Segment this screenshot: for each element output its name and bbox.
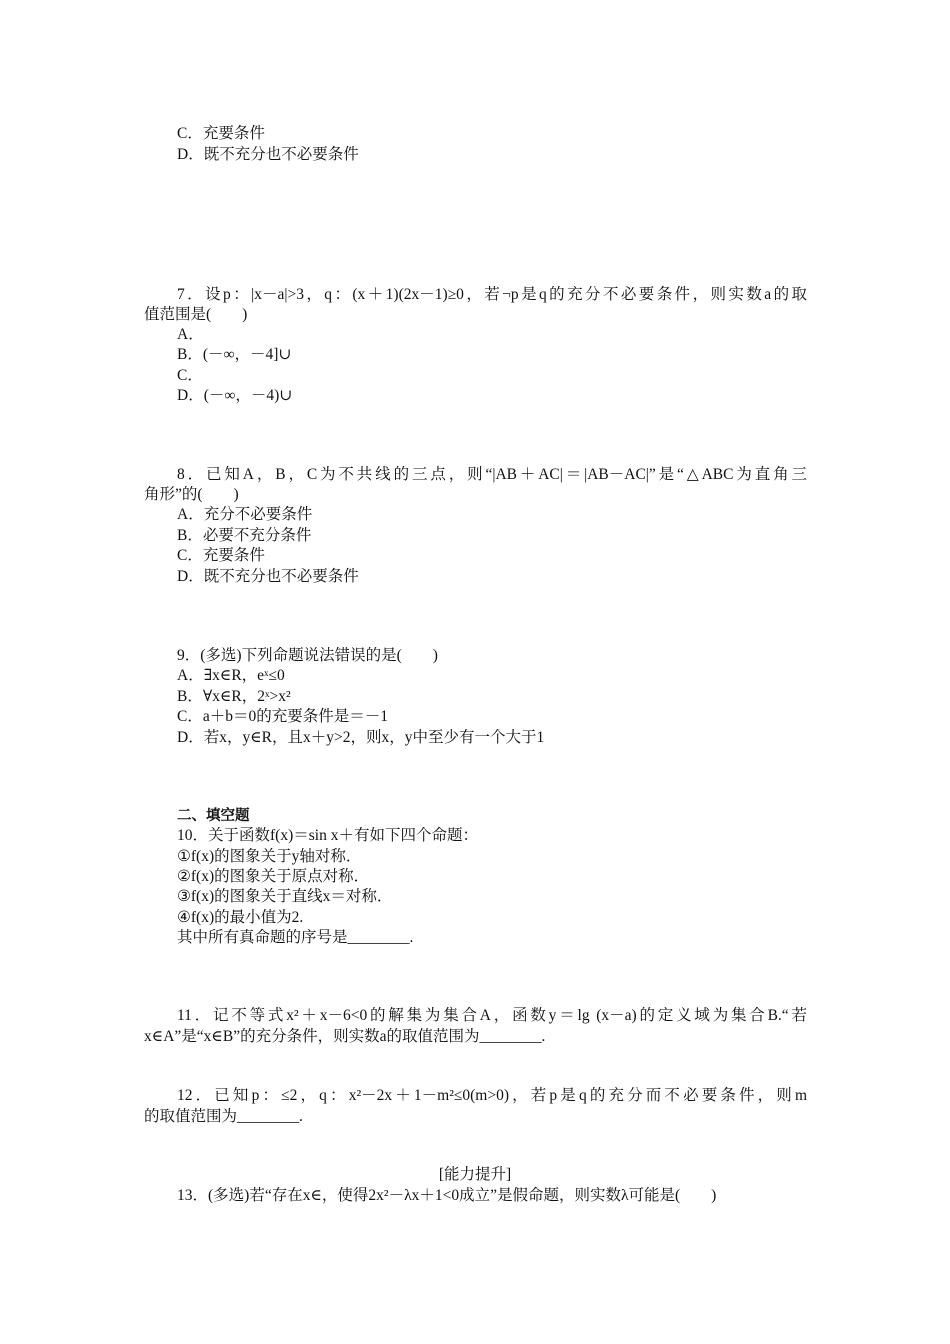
- q12-stem-line1: 12．已知p：≤2，q：x²－2x＋1－m²≤0(m>0)，若p是q的充分而不必要条件，则m: [177, 1087, 807, 1104]
- q13-stem: 13．(多选)若“存在x∈，使得2x²－λx＋1<0成立”是假命题，则实数λ可能是( ): [177, 1187, 717, 1204]
- q10-statement-1: ①f(x)的图象关于y轴对称．: [177, 848, 362, 865]
- q8-stem-line2: 角形”的( ): [144, 486, 239, 503]
- q7-stem-line1: 7．设p：|x－a|>3，q：(x＋1)(2x－1)≥0，若¬p是q的充分不必要条件，则实数a的取: [177, 286, 807, 303]
- q8-option-c: C．充要条件: [177, 547, 265, 564]
- q8-stem-line1: 8．已知A，B，C为不共线的三点，则“|AB＋AC|＝|AB－AC|”是“△ABC为直角三: [177, 466, 807, 483]
- section-heading-ability: [能力提升]: [438, 1166, 512, 1183]
- q7-option-d: D．(－∞，－4)∪: [177, 387, 293, 404]
- q8-option-b: B．必要不充分条件: [177, 527, 312, 544]
- q9-stem: 9．(多选)下列命题说法错误的是( ): [177, 647, 438, 664]
- q8-option-d: D．既不充分也不必要条件: [177, 568, 359, 585]
- q10-statement-4: ④f(x)的最小值为2.: [177, 909, 304, 926]
- q7-option-b: B．(－∞，－4]∪: [177, 346, 292, 363]
- q7-stem-line2: 值范围是( ): [144, 306, 248, 323]
- q11-stem-line1: 11．记不等式x²＋x－6<0的解集为集合A，函数y＝lg (x－a)的定义域为集合B.“若: [177, 1007, 807, 1024]
- section-heading-fill-blank: 二、填空题: [177, 808, 250, 824]
- q10-statement-3: ③f(x)的图象关于直线x＝对称．: [177, 888, 393, 905]
- q6-option-c: D．既不充分也不必要条件: [177, 146, 359, 163]
- q10-stem: 10．关于函数f(x)＝sin x＋有如下四个命题：: [177, 827, 478, 844]
- q12-stem-line2: 的取值范围为________.: [144, 1108, 303, 1125]
- q9-option-d: D．若x，y∈R，且x＋y>2，则x，y中至少有一个大于1: [177, 729, 545, 746]
- q10-statement-2: ②f(x)的图象关于原点对称．: [177, 868, 370, 885]
- q10-question: 其中所有真命题的序号是________.: [177, 929, 414, 946]
- q9-option-a: A．∃x∈R，eˣ≤0: [177, 667, 285, 684]
- q11-stem-line2: x∈A”是“x∈B”的充分条件，则实数a的取值范围为________.: [144, 1028, 546, 1045]
- q7-option-c: C．: [177, 367, 203, 384]
- q6-option-b: C．充要条件: [177, 125, 265, 142]
- q9-option-b: B．∀x∈R，2ˣ>x²: [177, 688, 291, 705]
- q9-option-c: C．a＋b＝0的充要条件是＝－1: [177, 708, 388, 725]
- q7-option-a: A．: [177, 326, 204, 343]
- q8-option-a: A．充分不必要条件: [177, 506, 313, 523]
